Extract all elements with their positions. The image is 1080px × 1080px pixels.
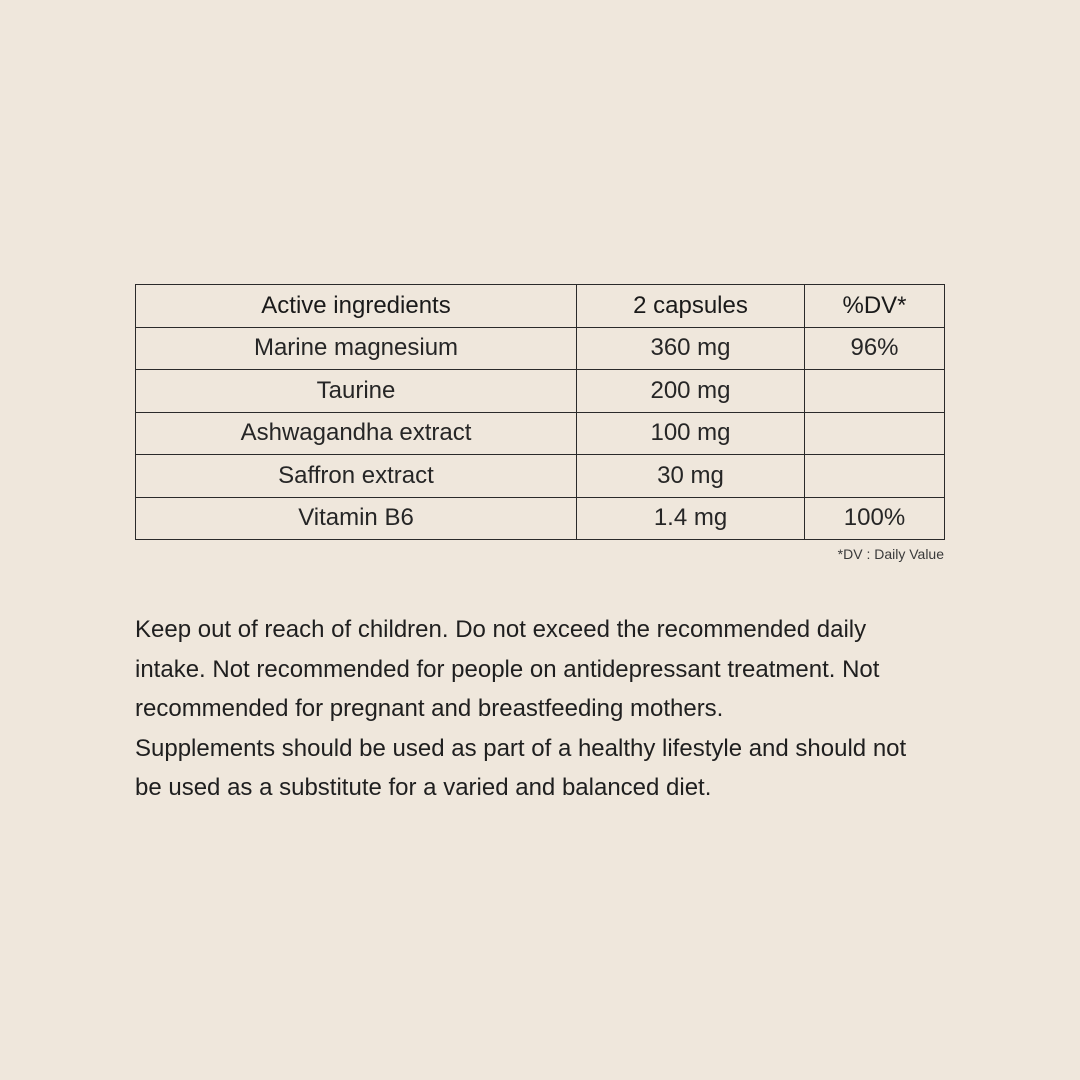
table-row	[136, 327, 945, 370]
ingredient-name: Taurine	[136, 370, 577, 413]
ingredients-panel	[135, 284, 945, 562]
ingredient-amount: 30 mg	[577, 455, 805, 498]
table-row	[136, 370, 945, 413]
ingredient-dv: 100%	[805, 497, 945, 540]
ingredient-amount: 200 mg	[577, 370, 805, 413]
ingredient-dv	[805, 412, 945, 455]
ingredient-name: Ashwagandha extract	[136, 412, 577, 455]
ingredient-name: Vitamin B6	[136, 497, 577, 540]
table-row	[136, 455, 945, 498]
header-active-ingredients: Active ingredients	[136, 285, 577, 328]
ingredient-amount: 360 mg	[577, 327, 805, 370]
header-serving: 2 capsules	[577, 285, 805, 328]
daily-value-footnote: *DV : Daily Value	[837, 546, 944, 562]
table-row	[136, 412, 945, 455]
warning-text: Keep out of reach of children. Do not exceed the recommended daily intake. Not recommended for people on antidepressant treatment. Not recommended for pregnant and breastfeeding mothers.	[135, 616, 880, 722]
table-header-row	[136, 285, 945, 328]
lifestyle-advice-text: Supplements should be used as part of a healthy lifestyle and should not be used as a substitute for a varied and balanced diet.	[135, 734, 907, 801]
ingredients-table	[135, 284, 945, 540]
ingredient-amount: 1.4 mg	[577, 497, 805, 540]
ingredient-dv	[805, 370, 945, 413]
ingredient-amount: 100 mg	[577, 412, 805, 455]
table-row	[136, 497, 945, 540]
header-daily-value: %DV*	[805, 285, 945, 328]
safety-notice	[135, 610, 935, 808]
ingredient-dv: 96%	[805, 327, 945, 370]
ingredient-name: Saffron extract	[136, 455, 577, 498]
ingredient-dv	[805, 455, 945, 498]
ingredient-name: Marine magnesium	[136, 327, 577, 370]
